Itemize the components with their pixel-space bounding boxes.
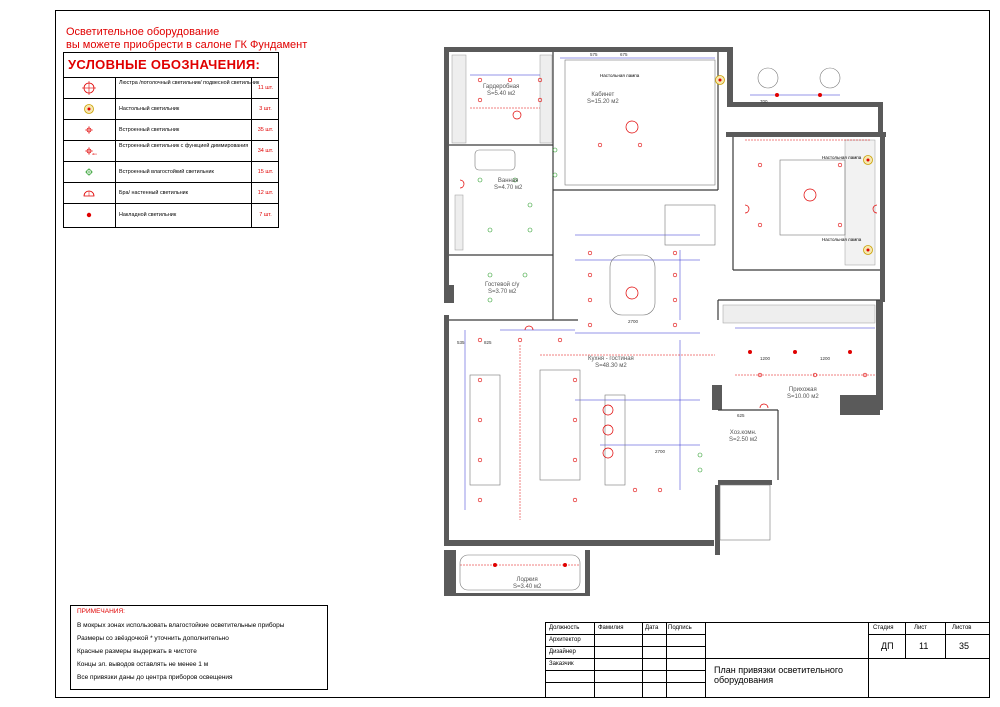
legend-row (64, 98, 278, 119)
dimension-label: 2700 (655, 449, 666, 454)
table-lamp-label: Настольная лампа (600, 73, 640, 78)
svg-text:dim: dim (92, 152, 97, 156)
stamp-sheet-label: Лист (914, 625, 928, 631)
room-area: S=3.40 м2 (513, 584, 542, 590)
note-item: В мокрых зонах использовать влагостойкие осветительные приборы (77, 622, 285, 629)
dimension-label: 535 (457, 340, 465, 345)
wall-sconce-icon (64, 183, 116, 203)
dimension-label: 2700 (628, 319, 639, 324)
promo-line-2: вы можете приобрести в салоне ГК Фундамент (66, 39, 308, 51)
stamp-sheet-value: 11 (919, 641, 929, 651)
legend-item-count: 11 шт. (251, 78, 279, 98)
room-label (494, 178, 522, 192)
room-name: Хоз.комн. (729, 430, 757, 436)
legend-item-name: Встроенный влагостойкий светильник (119, 169, 214, 175)
room-name: Прихожая (788, 387, 817, 393)
stamp-role: Заказчик (549, 661, 574, 667)
note-item: Красные размеры выдержать в чистоте (77, 648, 197, 655)
legend-row (64, 77, 278, 98)
dimension-label: 625 (737, 413, 745, 418)
note-item: Концы эл. выводов оставлять не менее 1 м (77, 661, 209, 668)
legend-item-count: 35 шт. (251, 120, 279, 140)
room-name: Лоджия (516, 577, 538, 583)
room-area: S=5.40 м2 (486, 91, 516, 97)
legend-row (64, 161, 278, 182)
title-block (545, 622, 990, 698)
room-label (483, 84, 519, 98)
note-item: Все привязки даны до центра приборов освещения (77, 674, 233, 681)
stamp-sheets-value: 35 (959, 641, 970, 651)
promo-text (66, 26, 307, 52)
room-label (588, 356, 634, 370)
stamp-header-surname: Фамилия (598, 625, 624, 631)
waterproof-light-icon (64, 162, 116, 182)
recessed-light-icon (64, 120, 116, 140)
legend-title: УСЛОВНЫЕ ОБОЗНАЧЕНИЯ: (68, 57, 261, 72)
legend-row (64, 140, 278, 161)
stamp-header-position: Должность (549, 625, 580, 631)
room-area: S=15.20 м2 (587, 99, 619, 105)
plan-title-line-2: оборудования (714, 675, 774, 685)
table-lamp-label: Настольная лампа (822, 155, 862, 160)
dimension-label: 1200 (760, 356, 771, 361)
room-name: Гостевой с/у (485, 282, 520, 288)
legend-item-name: Встроенный светильник (119, 127, 180, 133)
room-label (587, 92, 619, 106)
notes-title: ПРИМЕЧАНИЯ: (77, 608, 125, 615)
note-item: Размеры со звёздочкой * уточнить дополнительно (77, 635, 229, 642)
notes-box (70, 605, 328, 690)
stamp-header-date: Дата (645, 625, 659, 631)
legend-item-count: 12 шт. (251, 183, 279, 203)
stamp-header-signature: Подпись (668, 625, 692, 631)
dimmable-light-icon (64, 141, 116, 161)
table-lamp-icon (64, 99, 116, 119)
room-area: S=48.30 м2 (595, 363, 627, 369)
legend-row (64, 182, 278, 203)
dimension-label: 700 (760, 99, 768, 104)
legend-item-count: 34 шт. (251, 141, 279, 161)
legend-item-count: 7 шт. (251, 204, 279, 227)
stamp-stage-value: ДП (881, 641, 894, 651)
room-label (729, 430, 757, 444)
room-area: S=4.70 м2 (494, 185, 523, 191)
table-lamp-label: Настольная лампа (822, 237, 862, 242)
room-name: Кухня - гостиная (588, 356, 634, 362)
room-area: S=10.00 м2 (787, 394, 819, 400)
surface-light-icon (64, 204, 116, 227)
legend-item-name: Встроенный светильник с функцией диммирования (119, 143, 249, 149)
dimension-label: 1200 (820, 356, 831, 361)
legend-row (64, 119, 278, 140)
room-area: S=3.70 м2 (488, 289, 517, 295)
dimension-label: 675 (620, 52, 628, 57)
plan-title-line-1: План привязки осветительного (714, 665, 844, 675)
stamp-role: Дизайнер (549, 649, 576, 655)
legend-item-count: 15 шт. (251, 162, 279, 182)
legend-item-count: 3 шт. (251, 99, 279, 119)
dimension-label: 575 (590, 52, 598, 57)
floor-plan (440, 40, 900, 600)
legend-item-name: Накладной светильник (119, 212, 177, 218)
legend-item-name: Бра/ настенный светильник (119, 190, 189, 196)
stamp-stage-label: Стадия (873, 625, 894, 631)
room-name: Кабинет (591, 92, 615, 98)
room-label (485, 282, 519, 296)
legend-row (64, 203, 278, 227)
plan-title (714, 665, 843, 685)
legend-table (63, 52, 279, 228)
stamp-role: Архитектор (549, 637, 581, 643)
legend-item-name: Настольный светильник (119, 106, 180, 112)
room-label (787, 387, 819, 401)
room-area: S=2.50 м2 (729, 437, 758, 443)
chandelier-icon (64, 78, 116, 98)
legend-item-name: Люстра /потолочный светильник/ подвесной светильник (119, 80, 260, 86)
room-name: Ванная (497, 178, 519, 184)
dimension-label: 825 (484, 340, 492, 345)
promo-line-1: Осветительное оборудование (66, 26, 220, 38)
stamp-sheets-label: Листов (952, 625, 972, 631)
room-name: Гардеробная (483, 84, 520, 90)
room-label (513, 577, 541, 591)
